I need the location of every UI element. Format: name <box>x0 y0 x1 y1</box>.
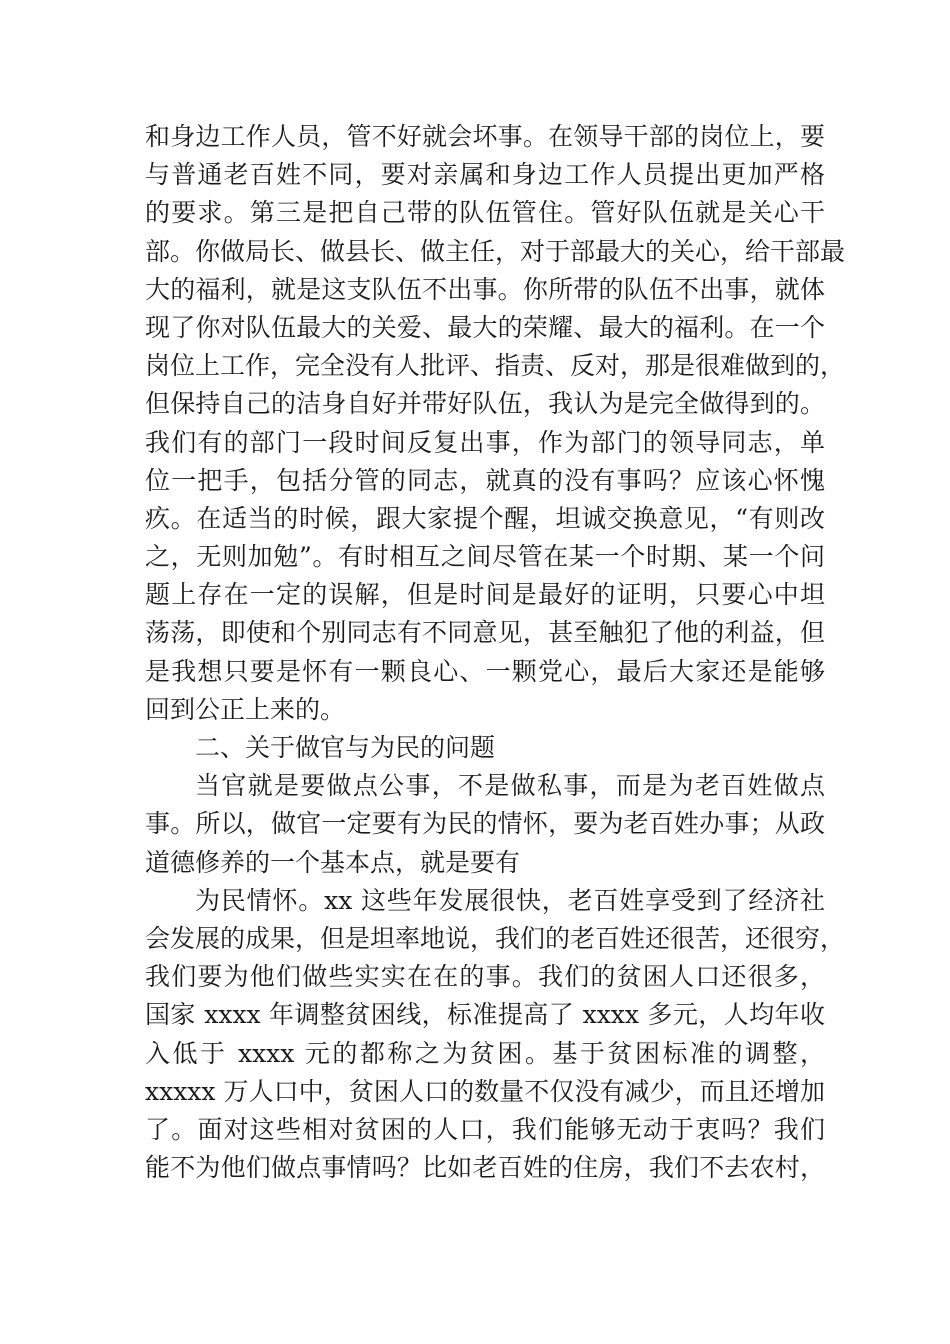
text-line: 部。你做局长、做县长、做主任，对于部最大的关心，给干部最 <box>145 236 846 266</box>
text-line: xxxxx 万人口中，贫困人口的数量不仅没有减少，而且还增加 <box>145 1076 825 1106</box>
text-line: 荡荡，即使和个别同志有不同意见，甚至触犯了他的利益，但 <box>145 618 825 648</box>
text-line: 能不为他们做点事情吗？比如老百姓的住房，我们不去农村， <box>145 1153 825 1183</box>
text-line: 是我想只要是怀有一颗良心、一颗党心，最后大家还是能够 <box>145 656 825 686</box>
body-text <box>145 118 846 1187</box>
text-line: 入低于 xxxx 元的都称之为贫困。基于贫困标准的调整， <box>145 1038 825 1068</box>
text-line: 之，无则加勉”。有时相互之间尽管在某一个时期、某一个问 <box>145 542 825 572</box>
text-line: 和身边工作人员，管不好就会坏事。在领导干部的岗位上，要 <box>145 122 825 151</box>
text-line: 疚。在适当的时候，跟大家提个醒，坦诚交换意见，“有则改 <box>145 503 825 533</box>
text-line: 但保持自己的洁身自好并带好队伍，我认为是完全做得到的。 <box>145 389 825 419</box>
text-line: 岗位上工作，完全没有人批评、指责、反对，那是很难做到的， <box>145 351 846 381</box>
text-line: 为民情怀。xx 这些年发展很快，老百姓享受到了经济社 <box>195 885 825 915</box>
text-line: 会发展的成果，但是坦率地说，我们的老百姓还很苦，还很穷， <box>145 923 846 953</box>
text-line: 大的福利，就是这支队伍不出事。你所带的队伍不出事，就体 <box>145 274 825 304</box>
text-line: 题上存在一定的误解，但是时间是最好的证明，只要心中坦 <box>145 580 825 610</box>
text-line: 事。所以，做官一定要有为民的情怀，要为老百姓办事；从政 <box>145 809 825 839</box>
text-line: 道德修养的一个基本点，就是要有 <box>145 847 521 877</box>
text-line: 我们要为他们做些实实在在的事。我们的贫困人口还很多， <box>145 962 825 992</box>
text-line: 国家 xxxx 年调整贫困线，标准提高了 xxxx 多元，人均年收 <box>145 1000 825 1030</box>
text-line: 回到公正上来的。 <box>145 694 346 724</box>
text-line: 我们有的部门一段时间反复出事，作为部门的领导同志，单 <box>145 427 825 457</box>
text-line: 当官就是要做点公事，不是做私事，而是为老百姓做点 <box>195 771 825 801</box>
text-line: 位一把手，包括分管的同志，就真的没有事吗？应该心怀愧 <box>145 465 825 495</box>
section-heading: 二、关于做官与为民的问题 <box>195 733 496 762</box>
text-line: 现了你对队伍最大的关爱、最大的荣耀、最大的福利。在一个 <box>145 312 825 342</box>
text-line: 的要求。第三是把自己带的队伍管住。管好队伍就是关心干 <box>145 198 825 228</box>
text-line: 了。面对这些相对贫困的人口，我们能够无动于衷吗？我们 <box>145 1114 825 1144</box>
text-line: 与普通老百姓不同，要对亲属和身边工作人员提出更加严格 <box>145 160 825 190</box>
